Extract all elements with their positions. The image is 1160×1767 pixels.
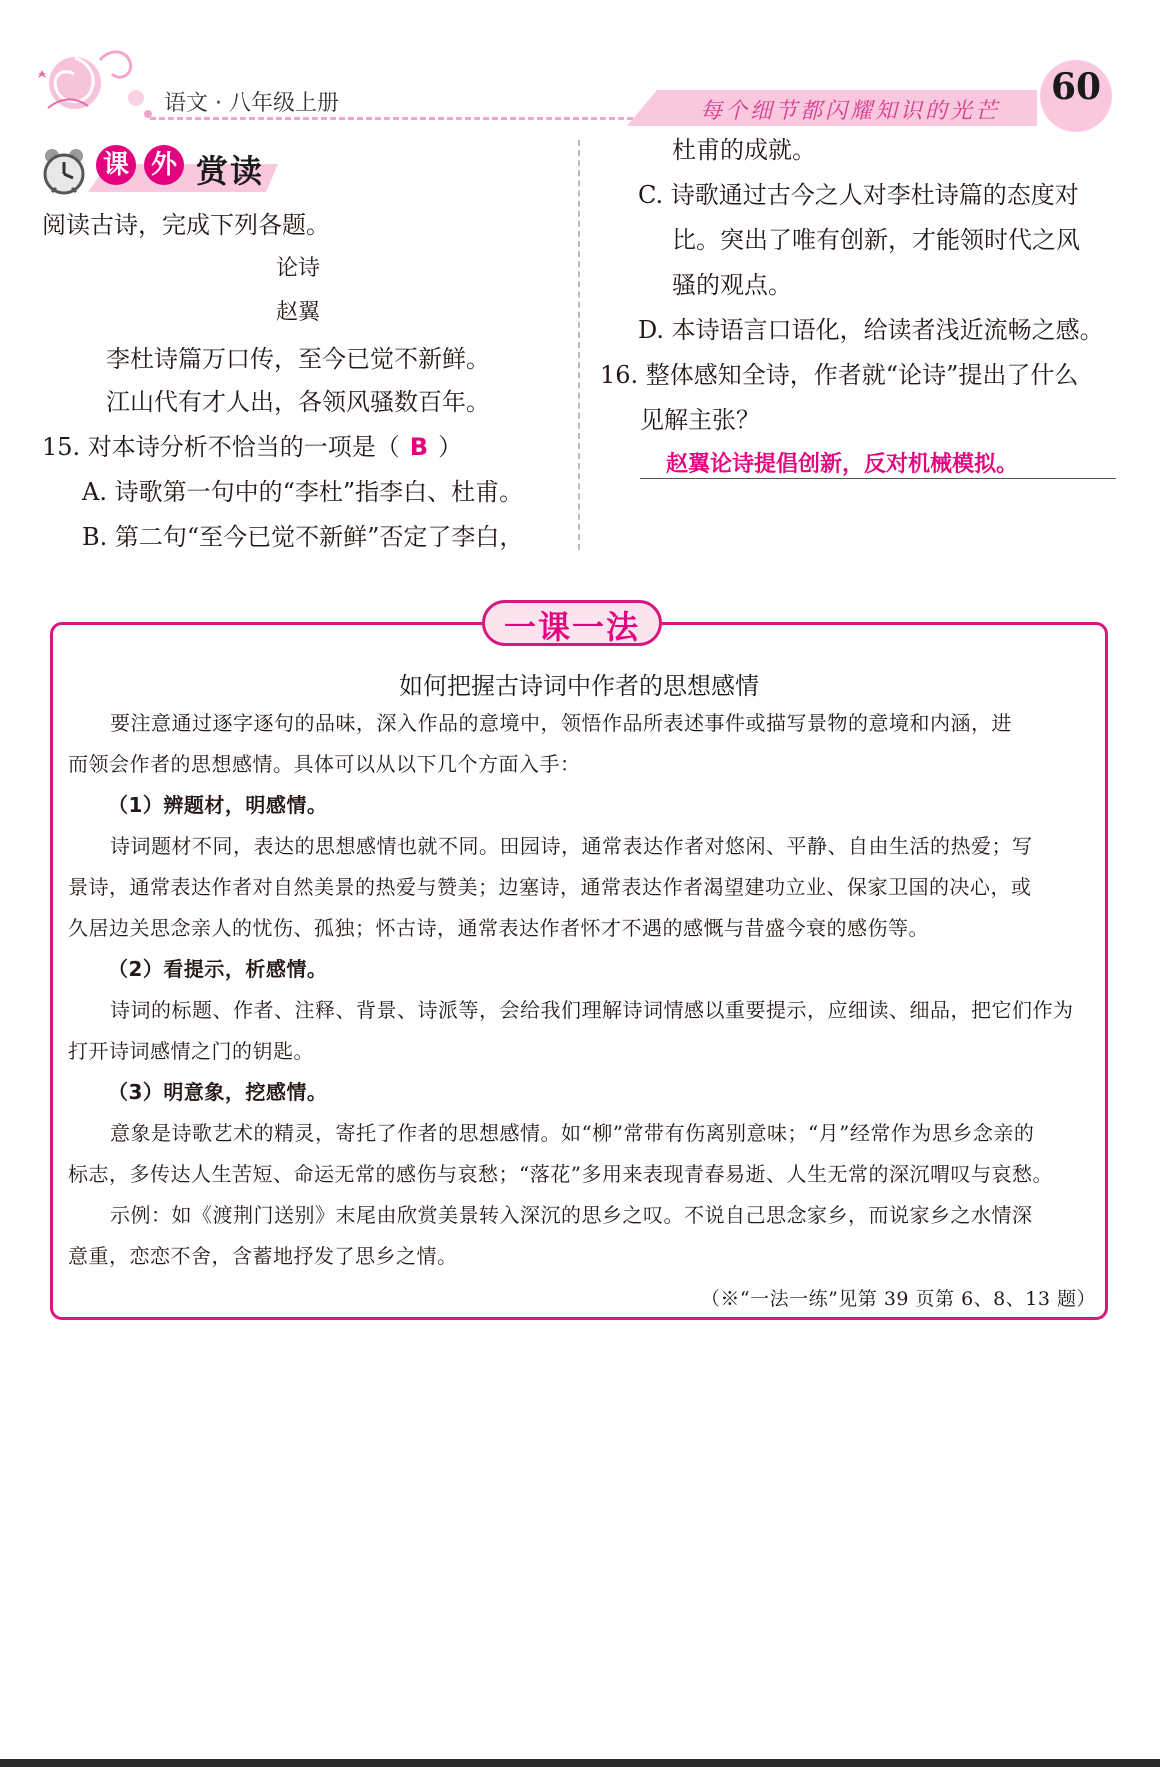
method-box-footnote: （※“一法一练”见第 39 页第 6、8、13 题）	[700, 1288, 1096, 1310]
q15-option-b-line-2: 杜甫的成就。	[672, 136, 816, 164]
q15-answer: B	[409, 433, 429, 461]
point-1-line-1: 诗词题材不同，表达的思想感情也就不同。田园诗，通常表达作者对悠闲、平静、自由生活的热爱；写	[110, 834, 1033, 858]
point-1-heading: （1）辨题材，明感情。	[108, 793, 328, 817]
q15-stem-text: 15. 对本诗分析不恰当的一项是（	[42, 433, 400, 461]
poem-title: 论诗	[276, 256, 321, 281]
point-2-line-2: 打开诗词感情之门的钥匙。	[68, 1039, 314, 1063]
intro-line-2: 而领会作者的思想感情。具体可以从以下几个方面入手：	[68, 752, 581, 776]
q15-option-b-line-1: B. 第二句“至今已觉不新鲜”否定了李白，	[82, 523, 524, 551]
alarm-clock-icon	[40, 146, 88, 196]
q15-option-d: D. 本诗语言口语化，给读者浅近流畅之感。	[638, 316, 1104, 344]
section-title-char-1: 课	[96, 145, 136, 185]
method-box-title: 如何把握古诗词中作者的思想感情	[399, 672, 759, 700]
intro-line-1: 要注意通过逐字逐句的品味，深入作品的意境中，领悟作品所表述事件或描写景物的意境和内涵，进	[110, 711, 1012, 735]
poem-line-1: 李杜诗篇万口传，至今已觉不新鲜。	[106, 345, 490, 373]
section-title-char-2: 外	[144, 145, 184, 185]
example-line-1: 示例：如《渡荆门送别》末尾由欣赏美景转入深沉的思乡之叹。不说自己思念家乡，而说家乡之水情深	[110, 1203, 1033, 1227]
poem-line-2: 江山代有才人出，各领风骚数百年。	[106, 388, 490, 416]
q16-stem-line-1: 16. 整体感知全诗，作者就“论诗”提出了什么	[600, 361, 1079, 389]
subject-grade-label: 语文 · 八年级上册	[164, 91, 339, 116]
q16-answer-underline	[640, 478, 1116, 479]
column-divider	[578, 140, 580, 550]
q16-stem-line-2: 见解主张？	[640, 406, 760, 434]
q15-stem-end: ）	[438, 433, 463, 461]
q15-stem	[42, 432, 462, 462]
page-number: 60	[1050, 66, 1102, 108]
reading-instruction: 阅读古诗，完成下列各题。	[42, 211, 330, 239]
example-line-2: 意重，恋恋不舍，含蓄地抒发了思乡之情。	[68, 1244, 458, 1268]
q16-answer: 赵翼论诗提倡创新，反对机械模拟。	[666, 452, 1019, 477]
method-box-tab-label: 一课一法	[503, 608, 640, 646]
point-2-heading: （2）看提示，析感情。	[108, 957, 328, 981]
section-title-char-3: 赏读	[196, 152, 265, 190]
point-3-heading: （3）明意象，挖感情。	[108, 1080, 328, 1104]
q15-option-c-line-2: 比。突出了唯有创新，才能领时代之风	[672, 226, 1080, 254]
q15-option-c-line-1: C. 诗歌通过古今之人对李杜诗篇的态度对	[638, 181, 1079, 209]
header-motto: 每个细节都闪耀知识的光芒	[699, 99, 1000, 124]
point-1-line-2: 景诗，通常表达作者对自然美景的热爱与赞美；边塞诗，通常表达作者渴望建功立业、保家卫国的决心，或	[68, 875, 1032, 899]
point-3-line-2: 标志，多传达人生苦短、命运无常的感伤与哀愁；“落花”多用来表现青春易逝、人生无常的深沉喟叹与哀愁。	[68, 1162, 1053, 1186]
floral-decoration-icon	[30, 38, 160, 128]
q15-option-c-line-3: 骚的观点。	[672, 271, 792, 299]
poem-author: 赵翼	[276, 300, 321, 325]
q15-option-a: A. 诗歌第一句中的“李杜”指李白、杜甫。	[82, 478, 524, 506]
bottom-edge-bar	[0, 1759, 1160, 1767]
point-1-line-3: 久居边关思念亲人的忧伤、孤独；怀古诗，通常表达作者怀才不遇的感慨与昔盛今衰的感伤等。	[68, 916, 929, 940]
point-2-line-1: 诗词的标题、作者、注释、背景、诗派等，会给我们理解诗词情感以重要提示，应细读、细品，把它们作为	[110, 998, 1074, 1022]
point-3-line-1: 意象是诗歌艺术的精灵，寄托了作者的思想感情。如“柳”常带有伤离别意味；“月”经常作为思乡念亲的	[110, 1121, 1035, 1145]
